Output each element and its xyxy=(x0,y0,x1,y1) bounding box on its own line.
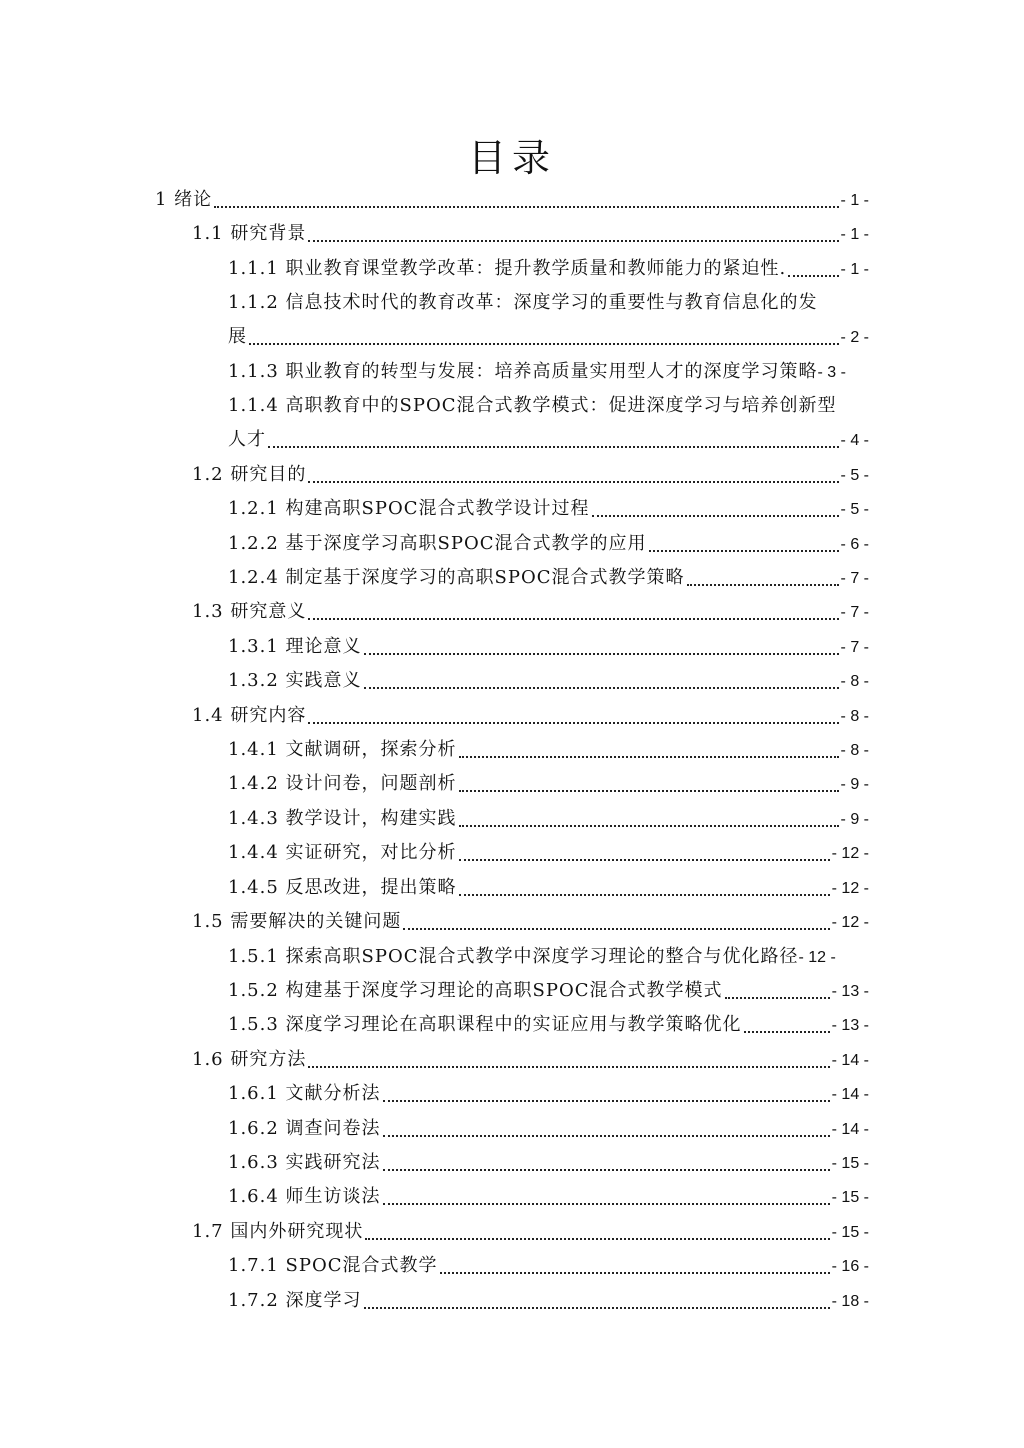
toc-entry-label: 1.3.2 实践意义 xyxy=(228,670,362,691)
toc-entry[interactable] xyxy=(228,252,869,287)
toc-page-number: - 2 - xyxy=(840,329,869,346)
toc-entry[interactable] xyxy=(228,733,869,768)
toc-entry[interactable] xyxy=(228,1077,869,1112)
leader-dots xyxy=(383,1099,830,1102)
toc-entry-label: 1.1.4 高职教育中的SPOC混合式教学模式：促进深度学习与培养创新型 xyxy=(228,395,837,416)
toc-page-number: - 12 - xyxy=(831,914,869,931)
leader-dots xyxy=(459,858,830,861)
toc-entry-label: 1.1.2 信息技术时代的教育改革：深度学习的重要性与教育信息化的发 xyxy=(228,292,818,313)
leader-dots xyxy=(365,1237,829,1240)
toc-entry[interactable] xyxy=(228,1008,869,1043)
leader-dots xyxy=(744,1030,830,1033)
toc-entry[interactable] xyxy=(192,905,869,940)
toc-entry-label: 1.4.4 实证研究，对比分析 xyxy=(228,842,457,863)
toc-entry[interactable] xyxy=(228,492,869,527)
toc-page-number: - 8 - xyxy=(840,673,869,690)
toc-entry-label: 1.6.2 调查问卷法 xyxy=(228,1118,381,1139)
toc-entry-label: 1.5.2 构建基于深度学习理论的高职SPOC混合式教学模式 xyxy=(228,980,723,1001)
leader-dots xyxy=(249,342,839,345)
toc-entry[interactable] xyxy=(228,664,869,699)
toc-entry[interactable] xyxy=(228,1146,869,1181)
leader-dots xyxy=(214,205,838,208)
toc-page-number: - 12 - xyxy=(831,845,869,862)
leader-dots xyxy=(308,721,838,724)
toc-entry[interactable] xyxy=(228,1180,869,1215)
toc-entry-label: 1.7.2 深度学习 xyxy=(228,1290,362,1311)
toc-entry-label: 1.1.1 职业教育课堂教学改革：提升教学质量和教师能力的紧迫性. xyxy=(228,258,787,279)
toc-entry-label: 1.2.2 基于深度学习高职SPOC混合式教学的应用 xyxy=(228,533,647,554)
toc-entry[interactable] xyxy=(228,767,869,802)
toc-entry[interactable] xyxy=(192,1215,869,1250)
toc-entry[interactable] xyxy=(192,699,869,734)
toc-entry-label: 1.3.1 理论意义 xyxy=(228,636,362,657)
toc-page-number: - 7 - xyxy=(840,604,869,621)
toc-page-number: - 16 - xyxy=(831,1258,869,1275)
toc-entry[interactable] xyxy=(228,561,869,596)
leader-dots xyxy=(364,1306,830,1309)
leader-dots xyxy=(592,514,839,517)
toc-entry-label: 1.7.1 SPOC混合式教学 xyxy=(228,1255,438,1276)
toc-entry-label: 1.4.5 反思改进，提出策略 xyxy=(228,877,457,898)
toc-entry-label: 1.4.1 文献调研，探索分析 xyxy=(228,739,457,760)
leader-dots xyxy=(383,1168,830,1171)
toc-page-number: - 6 - xyxy=(840,536,869,553)
toc-page-number: - 12 - xyxy=(831,880,869,897)
toc-page-number: - 4 - xyxy=(840,432,869,449)
toc-page-number: - 15 - xyxy=(831,1189,869,1206)
toc-entry-label: 1.2.4 制定基于深度学习的高职SPOC混合式教学策略 xyxy=(228,567,685,588)
leader-dots xyxy=(364,686,839,689)
toc-page-number: - 14 - xyxy=(831,1086,869,1103)
leader-dots xyxy=(268,445,839,448)
toc-entry[interactable] xyxy=(228,389,869,458)
toc-entry-label: 1.2 研究目的 xyxy=(192,464,307,485)
toc-page-number: - 9 - xyxy=(840,811,869,828)
toc-page-number: - 15 - xyxy=(831,1155,869,1172)
toc-entry-label-continued: 人才 xyxy=(228,429,266,450)
toc-page-number: - 7 - xyxy=(840,570,869,587)
toc-page-number: - 8 - xyxy=(840,742,869,759)
leader-dots xyxy=(440,1271,830,1274)
toc-entry[interactable] xyxy=(192,595,869,630)
toc-entry-label: 1.6 研究方法 xyxy=(192,1049,307,1070)
leader-dots xyxy=(308,239,838,242)
toc-entry-label: 1.4.2 设计问卷，问题剖析 xyxy=(228,773,457,794)
leader-dots xyxy=(308,1065,829,1068)
toc-entry-label: 1.4 研究内容 xyxy=(192,705,307,726)
toc-entry[interactable] xyxy=(228,527,869,562)
leader-dots xyxy=(725,996,830,999)
toc-page-number: - 12 - xyxy=(798,949,836,966)
leader-dots xyxy=(459,893,830,896)
toc-entry[interactable] xyxy=(155,183,869,218)
leader-dots xyxy=(459,755,839,758)
toc-entry[interactable] xyxy=(228,630,869,665)
toc-entry-label: 1.6.1 文献分析法 xyxy=(228,1083,381,1104)
toc-entry-label: 1.5 需要解决的关键问题 xyxy=(192,911,402,932)
toc-entry-label: 1.2.1 构建高职SPOC混合式教学设计过程 xyxy=(228,498,590,519)
toc-entry-label: 1.3 研究意义 xyxy=(192,601,307,622)
toc-page-number: - 8 - xyxy=(840,708,869,725)
toc-entry[interactable] xyxy=(228,802,869,837)
leader-dots xyxy=(788,274,838,277)
toc-page-number: - 14 - xyxy=(831,1052,869,1069)
toc-entry[interactable] xyxy=(192,1043,869,1078)
toc-entry[interactable] xyxy=(228,940,879,975)
toc-page-number: - 15 - xyxy=(831,1224,869,1241)
leader-dots xyxy=(364,652,839,655)
toc-entry-label: 1.4.3 教学设计，构建实践 xyxy=(228,808,457,829)
toc-page-number: - 5 - xyxy=(840,467,869,484)
toc-entry-label: 1.6.4 师生访谈法 xyxy=(228,1186,381,1207)
toc-entry[interactable] xyxy=(228,974,869,1009)
toc-entry-label: 1.1 研究背景 xyxy=(192,223,307,244)
toc-entry-label-continued: 展 xyxy=(228,326,247,347)
toc-page-number: - 5 - xyxy=(840,501,869,518)
toc-page-number: - 7 - xyxy=(840,639,869,656)
leader-dots xyxy=(687,583,839,586)
toc-title: 目录 xyxy=(467,136,556,180)
leader-dots xyxy=(403,927,829,930)
leader-dots xyxy=(308,617,838,620)
leader-dots xyxy=(308,480,838,483)
toc-entry-label: 1 绪论 xyxy=(155,189,213,210)
leader-dots xyxy=(459,789,839,792)
toc-entry[interactable] xyxy=(228,836,869,871)
toc-page-number: - 9 - xyxy=(840,776,869,793)
toc-page-number: - 13 - xyxy=(831,983,869,1000)
leader-dots xyxy=(649,549,839,552)
toc-entry-label: 1.6.3 实践研究法 xyxy=(228,1152,381,1173)
toc-page-number: - 1 - xyxy=(840,261,869,278)
leader-dots xyxy=(383,1202,830,1205)
toc-entry-label: 1.1.3 职业教育的转型与发展：培养高质量实用型人才的深度学习策略 xyxy=(228,361,818,382)
toc-page-number: - 18 - xyxy=(831,1293,869,1310)
toc-entry[interactable] xyxy=(228,1284,869,1319)
toc-entry[interactable] xyxy=(192,458,869,493)
toc-entry-label: 1.7 国内外研究现状 xyxy=(192,1221,364,1242)
toc-page-number: - 1 - xyxy=(840,192,869,209)
toc-entry[interactable] xyxy=(228,1112,869,1147)
toc-entry-label: 1.5.1 探索高职SPOC混合式教学中深度学习理论的整合与优化路径 xyxy=(228,946,799,967)
toc-page-number: - 3 - xyxy=(817,364,846,381)
toc-entry[interactable] xyxy=(228,871,869,906)
toc-page-number: - 1 - xyxy=(840,226,869,243)
toc-page-number: - 13 - xyxy=(831,1017,869,1034)
toc-entry[interactable] xyxy=(228,355,902,390)
toc-entry-label: 1.5.3 深度学习理论在高职课程中的实证应用与教学策略优化 xyxy=(228,1014,742,1035)
toc-entry[interactable] xyxy=(228,286,869,355)
toc-page-number: - 14 - xyxy=(831,1121,869,1138)
toc-entry[interactable] xyxy=(228,1249,869,1284)
leader-dots xyxy=(459,824,839,827)
toc-entry[interactable] xyxy=(192,217,869,252)
leader-dots xyxy=(383,1134,830,1137)
